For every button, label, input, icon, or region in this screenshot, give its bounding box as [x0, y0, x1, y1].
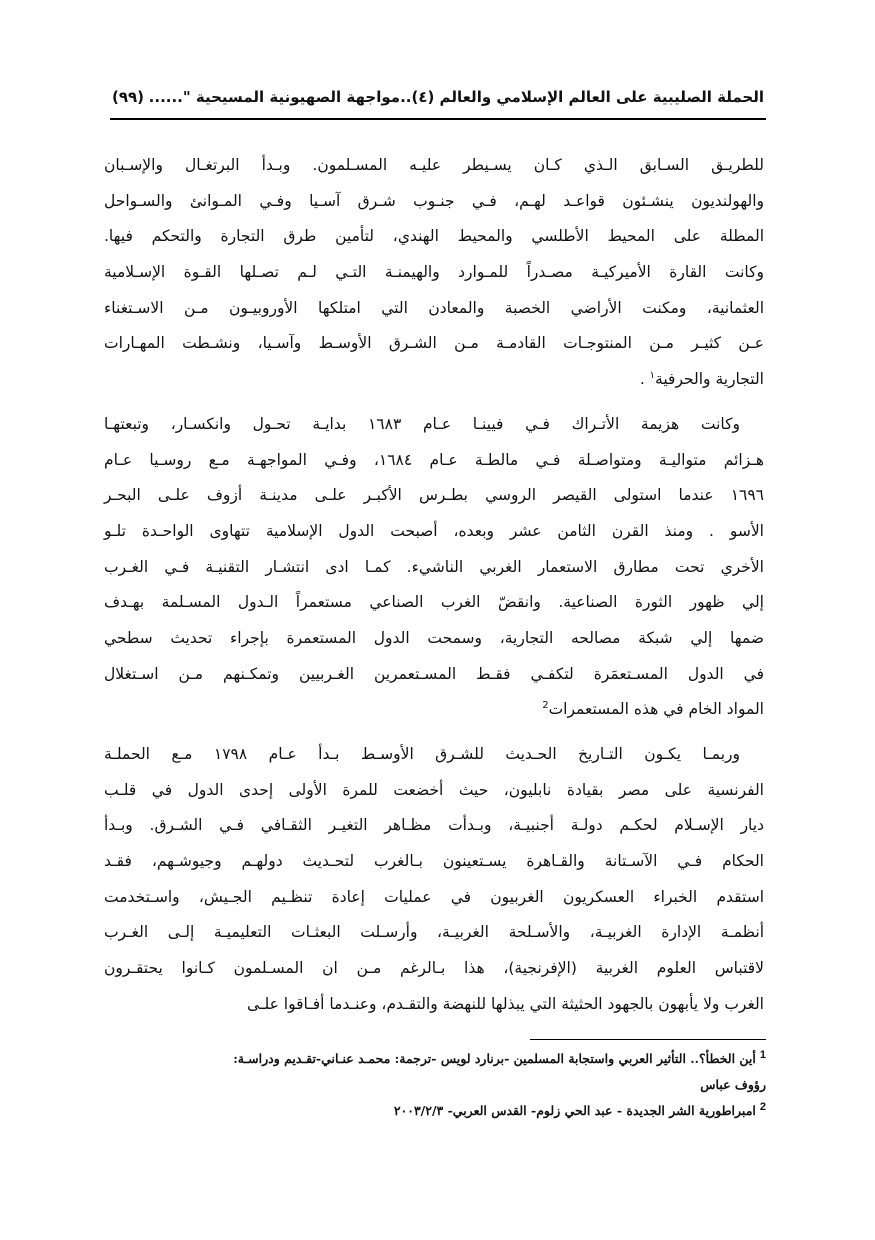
- line-text: والهولنديون ينشـئون قواعـد لهـم، فـي جنـوب شـرق آسـيا وفـي المـوانئ والسـواحل: [104, 191, 764, 210]
- text-line: [104, 585, 764, 621]
- text-line: [104, 407, 764, 443]
- line-text: استقدم الخبراء العسكريون الغربيون في عمليات إعادة تنظـيم الجـيش، واسـتخدمت: [104, 887, 764, 906]
- text-line: [104, 692, 764, 728]
- text-line: [104, 621, 764, 657]
- text-line: [104, 951, 764, 987]
- line-text: العثمانية، ومكنت الأراضي الخصبة والمعادن التي امتلكها الأوروبيـون مـن الاسـتغناء: [104, 298, 764, 317]
- line-text: المطلة على المحيط الأطلسي والمحيط الهندي، لتأمين طرق التجارة والتحكم فيها.: [104, 227, 764, 246]
- paragraph: [104, 148, 764, 398]
- text-line: [104, 844, 764, 880]
- footnote-separator: [530, 1039, 766, 1040]
- text-line: [104, 291, 764, 327]
- text-line: [104, 255, 764, 291]
- text-line: [104, 443, 764, 479]
- header-rule: [110, 118, 766, 120]
- text-line: [104, 808, 764, 844]
- footnote-reference[interactable]: 2: [542, 700, 549, 712]
- text-line: [104, 514, 764, 550]
- text-line: [104, 987, 764, 1023]
- footnote: [104, 1046, 766, 1072]
- text-line: [104, 880, 764, 916]
- text-line: [104, 915, 764, 951]
- line-text: هـزائم متواليـة ومتواصـلة فـي مالطـة عـام ١٦٨٤، وفـي المواجهـة مـع روسـيا عـام: [104, 450, 764, 469]
- text-line: [104, 657, 764, 693]
- line-text: ديار الإسـلام لحكـم دولـة أجنبيـة، وبـدأت مظـاهر التغيـر الثقـافي فـي الشـرق. وبـدأ: [104, 816, 764, 835]
- line-text: الفرنسية على مصر بقيادة نابليون، حيث أخضعت للمرة الأولى إحدى الدول في قلـب: [104, 780, 764, 799]
- line-text: الغرب ولا يأبهون بالجهود الحثيثة التي يبذلها للنهضة والتقـدم، وعنـدما أفـاقوا علـى: [247, 994, 764, 1013]
- line-text: ضمها إلي شبكة مصالحه التجارية، وسمحت الدول المستعمرة بإجراء تحديث سطحي: [104, 628, 764, 647]
- line-text: أنظمـة الإدارة الغربيـة، والأسـلحة الغربيـة، وأرسـلت البعثـات التعليميـة إلـى الغـرب: [104, 923, 764, 942]
- line-text: إلي ظهور الثورة الصناعية. وانقضّ الغرب الصناعي مستعمراً الـدول المسـلمة بهـدف: [104, 593, 764, 612]
- text-line: التجارية والحرفية$^١$ .: [639, 369, 764, 389]
- body-text: [104, 148, 764, 1032]
- line-text: الأسو . ومنذ القرن الثامن عشر وبعده، أصبحت الدول الإسلامية تتهاوى الواحـدة تلـو: [104, 521, 764, 540]
- header-title: الحملة الصليبية على العالم الإسلامي والعالم (٤)..مواجهة الصهيونية المسيحية "......: [148, 88, 764, 106]
- footnote-reference[interactable]: ١: [649, 369, 656, 381]
- line-text: في الدول المسـتعمَرة لتكفـي فقـط المسـتعمرين الغـربيين وتمكـنهم مـن اسـتغلال: [104, 664, 764, 683]
- text-line: [104, 737, 764, 773]
- line-text: وربمـا يكـون التـاريخ الحـديث للشـرق الأوسـط بـدأ عـام ١٧٩٨ مـع الحملـة: [104, 745, 740, 763]
- footnote-number: 2: [759, 1100, 766, 1113]
- line-text: وكانت هزيمة الأتـراك فـي فيينـا عـام ١٦٨٣ بدايـة تحـول وانكسـار، وتبعتهـا: [104, 414, 741, 433]
- text-line: [104, 773, 764, 809]
- footnote: [104, 1098, 766, 1124]
- footnotes: [104, 1046, 766, 1124]
- line-text: للطريـق السـابق الـذي كـان يسـيطر عليـه المسـلمون. وبـدأ البرتغـال والإسـبان: [104, 156, 764, 174]
- line-text: ١٦٩٦ عندما استولى القيصر الروسي بطـرس الأكبـر علـى مدينـة أزوف علـى البحـر: [104, 486, 764, 505]
- footnote-continuation: رؤوف عباس: [700, 1077, 766, 1092]
- text-line: [104, 550, 764, 586]
- paragraph: [104, 407, 764, 728]
- line-text: التجارية والحرفية: [655, 370, 764, 389]
- footnote-text: أين الخطأ؟.. التأثير العربي واستجابة المسلمين -برنارد لويس -ترجمة: محمـد عنـاني-تقـديم ودراسـة:: [233, 1051, 756, 1066]
- line-text: الأخري تحت مطارق الاستعمار الغربي الناشيء. كمـا ادى انتشـار التقنيـة فـي الغـرب: [104, 557, 764, 576]
- text-line: [104, 184, 764, 220]
- text-line: [104, 148, 764, 184]
- line-text: عـن كثيـر مـن المنتوجـات القادمـة مـن الشـرق الأوسـط وآسـيا، ونشـطت المهـارات: [104, 334, 764, 353]
- text-line: [104, 219, 764, 255]
- text-line: [104, 326, 764, 362]
- footnote-text: امبراطورية الشر الجديدة - عبد الحي زلوم- القدس العربي- ٢٠٠٣/٢/٣: [393, 1103, 756, 1118]
- line-text: وكانت القارة الأميركيـة مصـدراً للمـوارد والهيمنـة التـي لـم تصـلها القـوة الإسـلامية: [104, 263, 764, 282]
- paragraph: [104, 737, 764, 1023]
- line-text: المواد الخام في هذه المستعمرات: [548, 700, 764, 719]
- line-text: الحكام فـي الآسـتانة والقـاهرة يسـتعينون بـالغرب لتحـديث دولهـم وجيوشـهم، فقـد: [104, 852, 764, 871]
- line-text: لاقتباس العلوم الغربية (الإفرنجية)، هذا بـالرغم مـن ان المسـلمون كـانوا يحتقـرون: [104, 959, 764, 978]
- running-header: [112, 88, 764, 106]
- text-line: [104, 478, 764, 514]
- footnote-number: 1: [759, 1048, 766, 1061]
- page-number: (٩٩): [112, 88, 145, 106]
